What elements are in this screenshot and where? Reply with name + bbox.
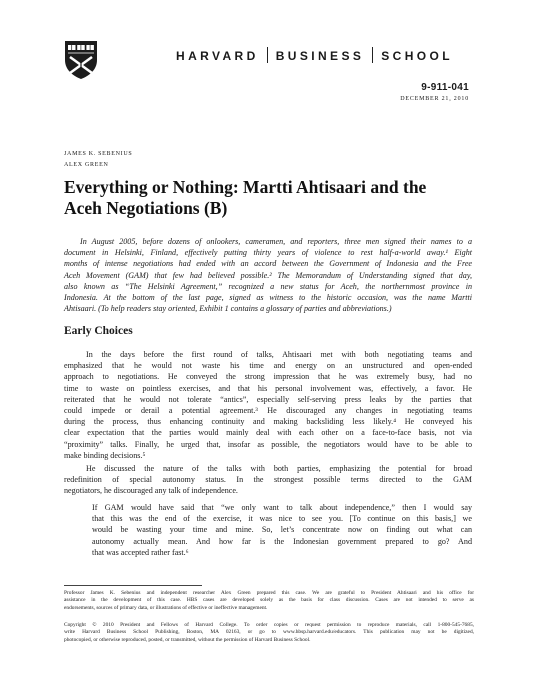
section-heading: Early Choices bbox=[64, 325, 133, 337]
wordmark-harvard: HARVARD bbox=[176, 49, 259, 63]
body-paragraph bbox=[64, 463, 472, 497]
copyright-line: Copyright © 2010 President and Fellows of Harvard College. To order copies or request permission to reproduce materials, call 1-800-545-7685, bbox=[64, 622, 474, 628]
paragraph-line: could impede or derail a potential agreement.³ He discouraged any changes in negotiating teams bbox=[64, 406, 472, 416]
intro-line: document in Helsinki, Finland, effectively putting thirty years of violence to rest half-a-world away.¹ Eight bbox=[64, 248, 472, 258]
footer-line: endorsements, sources of primary data, or illustrations of effective or ineffective management. bbox=[64, 604, 268, 611]
paragraph-line: “proximity” talks. Finally, he urged that, insofar as possible, the negotiators would have to be able to bbox=[64, 439, 472, 449]
quote-line: If GAM would have said that “we only want to talk about independence,” then I would say bbox=[92, 503, 472, 512]
quote-line: would be wasting your time and mine. So, let’s concentrate now on finding out what can bbox=[92, 525, 472, 535]
intro-line: Aceh Movement (GAM) that few had believed possible.² The Memorandum of Understanding signed that day, bbox=[64, 270, 472, 280]
case-date: DECEMBER 21, 2010 bbox=[400, 96, 469, 102]
footnote-divider bbox=[64, 585, 202, 586]
wordmark-divider bbox=[267, 47, 268, 63]
paragraph-line: during the process, thus enhancing continuity and making backsliding less likely.⁴ He conveyed his bbox=[64, 417, 472, 427]
case-number: 9-911-041 bbox=[421, 82, 469, 93]
case-title bbox=[64, 177, 484, 219]
quote-line: that this was the end of the exercise, it was nice to see you. [To continue on this basis,] we bbox=[92, 514, 472, 524]
footer-line: Professor James K. Sebenius and independent researcher Alex Green prepared this case. We are grateful to President Ahtisaari and his office for bbox=[64, 590, 474, 596]
paragraph-line: approach to negotiations. He conveyed the strong impression that he was extremely busy, had no bbox=[64, 372, 472, 382]
copyright-line: photocopied, or otherwise reproduced, posted, or transmitted, without the permission of Harvard Business School. bbox=[64, 636, 311, 643]
author-name: JAMES K. SEBENIUS bbox=[64, 151, 133, 157]
paragraph-line: In the days before the first round of talks, Ahtisaari met with both negotiating teams and bbox=[86, 350, 472, 359]
intro-line: Indonesia. At the bottom of the last page, signed as witness to the historic occasion, was the name Martti bbox=[64, 293, 472, 303]
copyright-notice bbox=[64, 622, 474, 644]
paragraph-line: He discussed the nature of the talks with both parties, emphasizing the potential for broad bbox=[86, 464, 472, 473]
intro-paragraph bbox=[64, 236, 472, 314]
block-quote bbox=[92, 502, 472, 558]
paragraph-line: clear expectation that the parties would mainly deal with each other on a face-to-face basis, not via bbox=[64, 428, 472, 438]
preparation-note bbox=[64, 590, 474, 612]
title-line: Aceh Negotiations (B) bbox=[64, 198, 228, 218]
intro-line: In August 2005, before dozens of onlookers, cameramen, and reporters, three men signed their names to a bbox=[80, 237, 472, 246]
copyright-line: write Harvard Business School Publishing, Boston, MA 02163, or go to www.hbsp.harvard.edu/educators. This publication may not be digitized, bbox=[64, 629, 474, 636]
intro-line: months of intense negotiations had ended with an accord between the Government of Indonesia and the Free bbox=[64, 259, 472, 269]
quote-line: autonomy actually mean. And how far is the Indonesian government prepared to go? And bbox=[92, 536, 472, 546]
harvard-shield-icon bbox=[64, 40, 98, 80]
paragraph-line: emphasized that he would not waste his time and energy on an unstructured and open-ended bbox=[64, 361, 472, 371]
paragraph-line: redefinition of special autonomy status. In the strongest possible terms directed to the GAM bbox=[64, 475, 472, 485]
wordmark-divider bbox=[372, 47, 373, 63]
paragraph-line: time to waste on pointless exercises, and that his personal involvement was, effectively, a favor. He bbox=[64, 383, 472, 393]
footer-line: assistance in the development of this case. HBS cases are developed solely as the basis for class discussion. Cases are not intended to serve as bbox=[64, 597, 474, 604]
body-paragraph bbox=[64, 349, 472, 461]
wordmark-school: SCHOOL bbox=[381, 49, 453, 63]
school-wordmark bbox=[176, 47, 476, 65]
paragraph-line: reiterated that he would not tolerate “antics”, especially self-serving press leaks by the parties that bbox=[64, 394, 472, 404]
paragraph-line: make binding decisions.⁵ bbox=[64, 450, 146, 460]
intro-line: Ahtisaari. (To help readers stay oriented, Exhibit 1 contains a glossary of parties and abbreviations.) bbox=[64, 304, 392, 314]
quote-line: that was accepted rather fast.⁶ bbox=[92, 547, 189, 557]
wordmark-business: BUSINESS bbox=[275, 49, 365, 63]
author-name: ALEX GREEN bbox=[64, 162, 109, 168]
title-line: Everything or Nothing: Martti Ahtisaari and the bbox=[64, 177, 427, 197]
paragraph-line: negotiators, he discouraged any talk of independence. bbox=[64, 486, 238, 496]
intro-line: also known as “The Helsinki Agreement,” recognized a new status for Aceh, the northernmost province in bbox=[64, 281, 472, 291]
